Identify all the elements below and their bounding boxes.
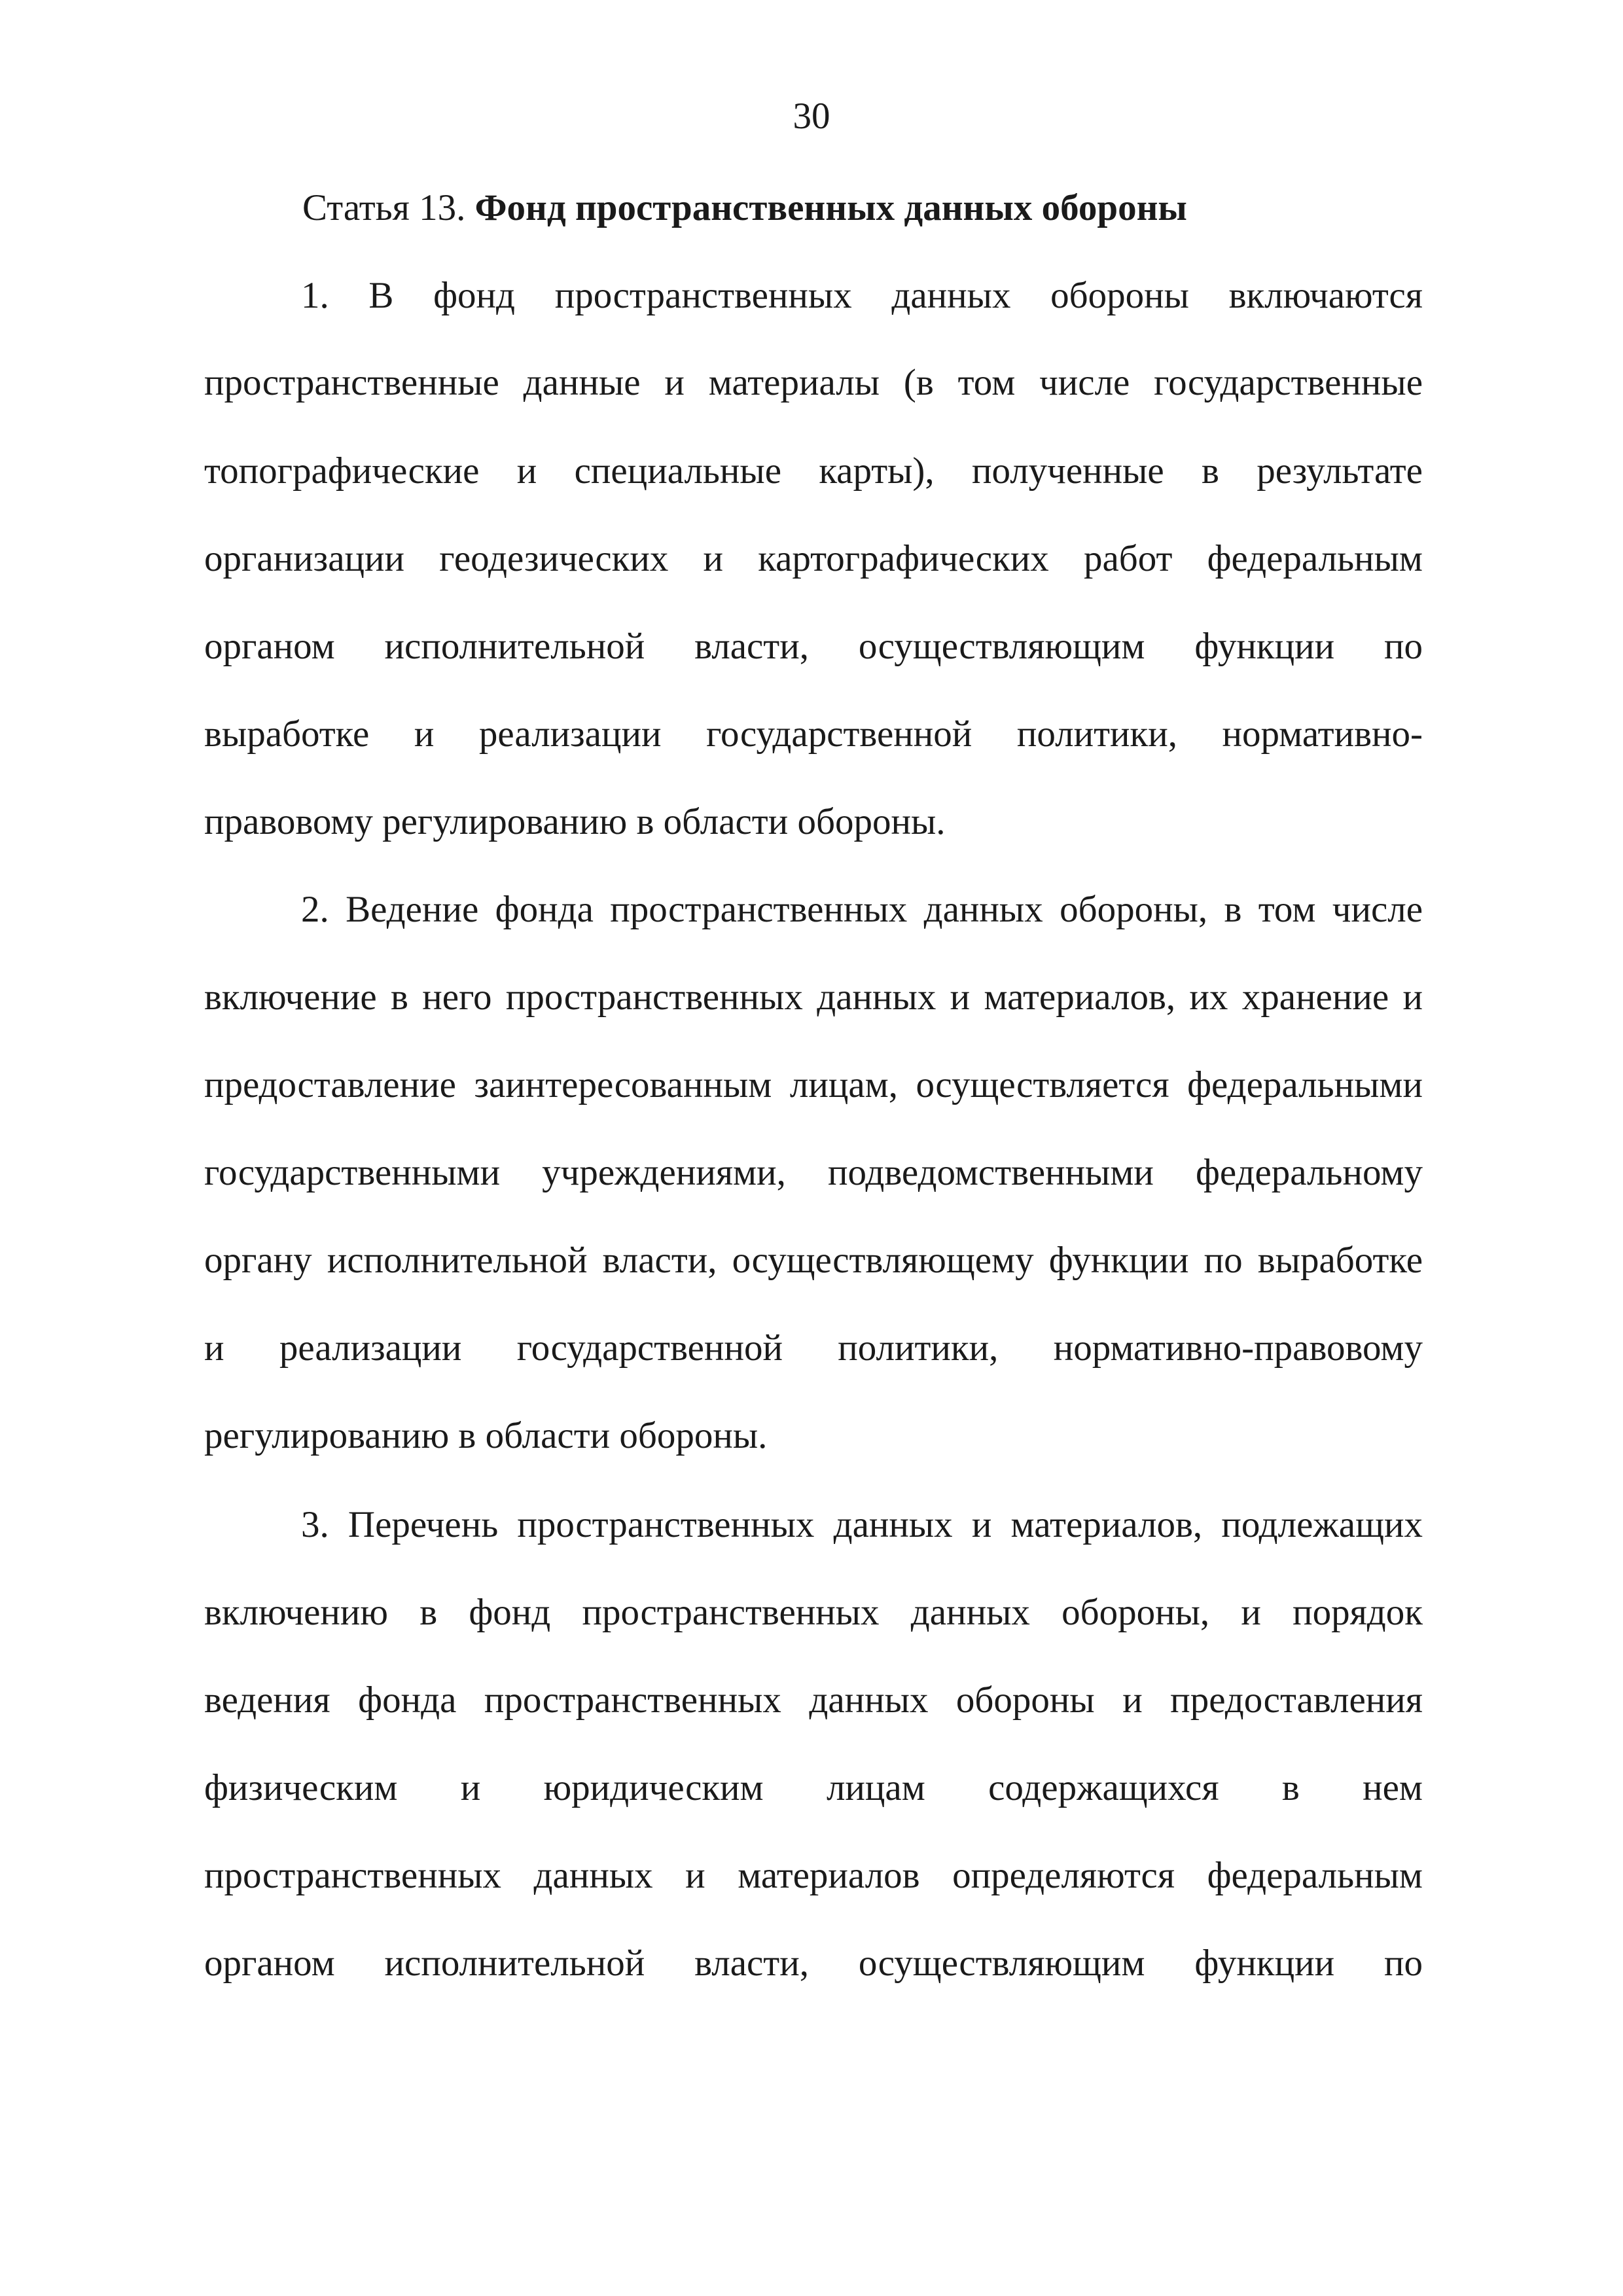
paragraph-line: включение в него пространственных данных и материалов, их хранение и xyxy=(204,977,1423,1018)
paragraph-line: топографические и специальные карты), полученные в результате xyxy=(204,450,1423,492)
paragraph-line: органом исполнительной власти, осуществляющим функции по xyxy=(204,1943,1423,1984)
paragraph-line: правовому регулированию в области обороны. xyxy=(204,801,946,842)
paragraph-line: организации геодезических и картографических работ федеральным xyxy=(204,538,1423,579)
paragraph-line: выработке и реализации государственной политики, нормативно- xyxy=(204,713,1423,755)
paragraph-line: пространственных данных и материалов определяются федеральным xyxy=(204,1855,1423,1896)
paragraph-line: включению в фонд пространственных данных обороны, и порядок xyxy=(204,1592,1423,1633)
article-heading xyxy=(302,182,1187,234)
paragraph-line: физическим и юридическим лицам содержащихся в нем xyxy=(204,1767,1423,1808)
paragraph-line: предоставление заинтересованным лицам, осуществляется федеральными xyxy=(204,1064,1423,1105)
paragraph-line: 3. Перечень пространственных данных и материалов, подлежащих xyxy=(301,1504,1423,1545)
paragraph-line: государственными учреждениями, подведомственными федеральному xyxy=(204,1152,1423,1193)
paragraph-line: органу исполнительной власти, осуществляющему функции по выработке xyxy=(204,1240,1423,1281)
paragraph-line: и реализации государственной политики, нормативно-правовому xyxy=(204,1327,1423,1369)
paragraph-line: 2. Ведение фонда пространственных данных обороны, в том числе xyxy=(301,889,1423,930)
paragraph-line: регулированию в области обороны. xyxy=(204,1415,768,1456)
paragraph-line: ведения фонда пространственных данных обороны и предоставления xyxy=(204,1679,1423,1721)
page-number: 30 xyxy=(793,96,830,137)
article-title: Фонд пространственных данных обороны xyxy=(474,187,1187,228)
paragraph-line: 1. В фонд пространственных данных обороны включаются xyxy=(301,275,1423,316)
article-label: Статья 13. xyxy=(302,187,466,228)
paragraph-line: органом исполнительной власти, осуществляющим функции по xyxy=(204,626,1423,667)
paragraph-line: пространственные данные и материалы (в том числе государственные xyxy=(204,362,1423,403)
